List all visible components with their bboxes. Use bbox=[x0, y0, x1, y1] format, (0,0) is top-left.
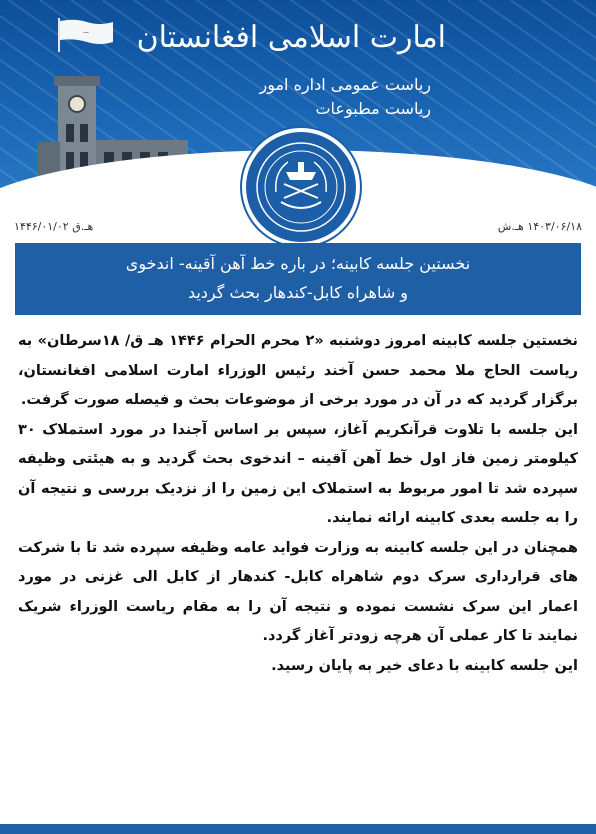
date-hijri-qamari: ۱۴۴۶/۰۱/۰۲ هـ.ق bbox=[14, 220, 94, 233]
flag-icon bbox=[55, 18, 115, 52]
org-subtitle-admin: ریاست عمومی اداره امور bbox=[259, 75, 431, 94]
org-subtitle-press: ریاست مطبوعات bbox=[315, 99, 431, 118]
date-hijri-shamsi: ۱۴۰۳/۰۶/۱۸ هـ.ش bbox=[497, 220, 582, 233]
paragraph: نخستین جلسه کابینه امروز دوشنبه «۲ محرم الحرام ۱۴۴۶ هـ ق/ ۱۸سرطان» به ریاست الحاج ملا محمد حسن آخند رئیس الوزراء امارت اسلامی افغانستان، برگزار گردید که در آن در مورد برخی از موضوعات بحث و فیصله صورت گرفت. bbox=[18, 333, 578, 408]
headline-box bbox=[15, 243, 581, 315]
headline-line-1: نخستین جلسه کابینه؛ در باره خط آهن آقینه- اندخوی bbox=[125, 254, 471, 273]
paragraph: این جلسه با تلاوت قرآنکریم آغاز، سپس بر اساس آجندا در مورد استملاک ۳۰ کیلومتر زمین فاز اول خط آهن آقینه – اندخوی بحث گردید و به هیئتی وظیفه سپرده شد تا امور مربوط به استملاک این زمین را از نزدیک بررسی و نتیجه آن را به جلسه بعدی کابینه ارائه نمایند. bbox=[18, 421, 578, 526]
footer-bar bbox=[0, 824, 596, 834]
svg-text:—: — bbox=[83, 29, 89, 36]
emblem-icon bbox=[242, 128, 360, 246]
headline-line-2: و شاهراه کابل-کندهار بحث گردید bbox=[187, 283, 409, 302]
org-title: امارت اسلامی افغانستان bbox=[136, 20, 446, 55]
paragraph: همچنان در این جلسه کابینه به وزارت فواید عامه وظیفه سپرده شد تا با شرکت های قرارداری سرک دوم شاهراه کابل- کندهار از کابل الی غزنی در مورد اعمار این سرک نشست نموده و نتیجه آن را به مقام ریاست الوزراء شریک نمایند تا کار عملی آن هرچه زودتر آغاز گردد. bbox=[18, 539, 578, 644]
paragraph: این جلسه کابینه با دعای خیر به پایان رسید. bbox=[271, 657, 578, 674]
article-body bbox=[18, 327, 578, 681]
